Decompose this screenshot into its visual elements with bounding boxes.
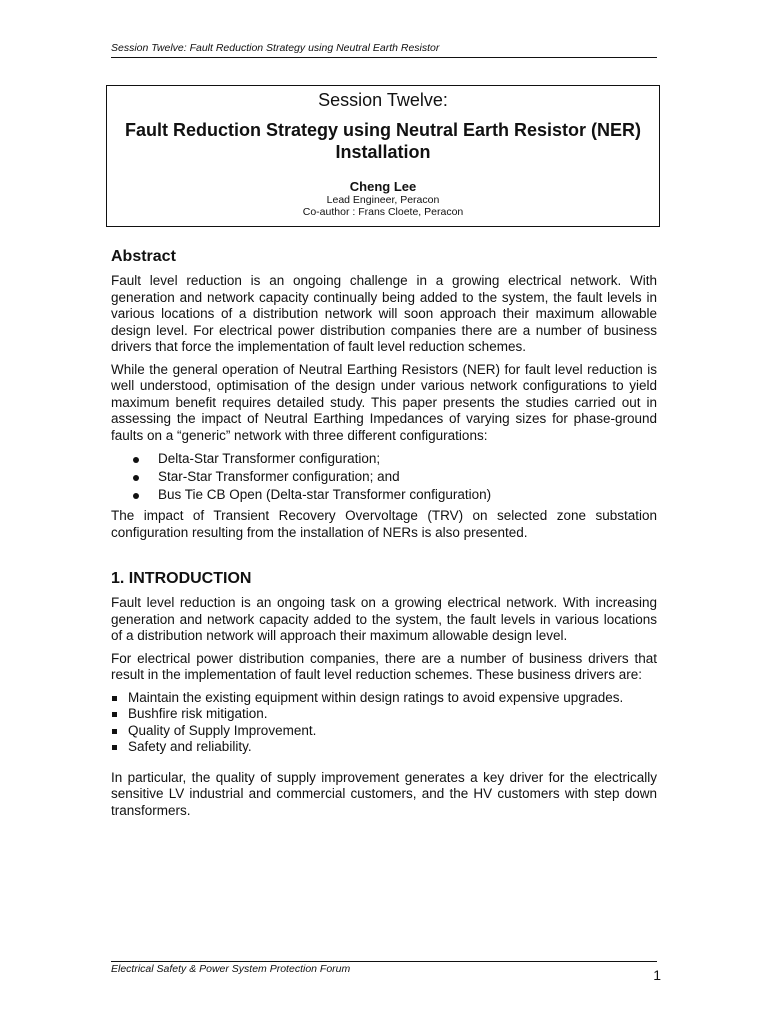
introduction-heading: 1. INTRODUCTION: [111, 570, 252, 587]
introduction-paragraph-2: For electrical power distribution companies, there are a number of business drivers that result in the implementation of fault level reduction schemes. These business drivers are:: [111, 650, 657, 682]
business-drivers-list: [111, 690, 657, 756]
list-item: Bus Tie CB Open (Delta-star Transformer configuration): [111, 486, 657, 504]
page-number: 1: [653, 967, 661, 983]
list-item: Bushfire risk mitigation.: [111, 706, 657, 723]
introduction-paragraph-3: In particular, the quality of supply improvement generates a key driver for the electrically sensitive LV industrial and commercial customers, and the HV customers with step down transformers.: [111, 769, 657, 818]
author-name: Cheng Lee: [349, 179, 417, 194]
abstract-heading: Abstract: [111, 248, 176, 265]
list-item: Delta-Star Transformer configuration;: [111, 450, 657, 468]
list-item: Star-Star Transformer configuration; and: [111, 468, 657, 486]
running-header: Session Twelve: Fault Reduction Strategy using Neutral Earth Resistor: [111, 42, 440, 54]
header-rule: [111, 57, 657, 58]
session-label: Session Twelve:: [318, 90, 448, 110]
paper-title: Fault Reduction Strategy using Neutral Earth Resistor (NER) Installation: [124, 120, 642, 162]
abstract-paragraph-1: Fault level reduction is an ongoing challenge in a growing electrical network. With generation and network capacity continually being added to the system, the fault levels in various locations of a distribution network will soon approach their maximum allowable design level. For electrical power distribution companies there are a number of business drivers that force the implementation of fault level reduction schemes.: [111, 273, 657, 354]
abstract-paragraph-3: The impact of Transient Recovery Overvoltage (TRV) on selected zone substation configuration resulting from the installation of NERs is also presented.: [111, 508, 657, 540]
abstract-paragraph-2: While the general operation of Neutral Earthing Resistors (NER) for fault level reduction is well understood, optimisation of the design under various network configurations to yield maximum benefit requires detailed study. This paper presents the studies carried out in assessing the impact of Neutral Earthing Impedances of varying sizes for phase-ground faults on a “generic” network with three different configurations:: [111, 361, 657, 443]
footer-text: Electrical Safety & Power System Protection Forum: [111, 963, 351, 975]
configuration-list: [111, 450, 657, 504]
list-item: Quality of Supply Improvement.: [111, 723, 657, 740]
body-content: [111, 247, 657, 825]
list-item: Safety and reliability.: [111, 739, 657, 756]
list-item: Maintain the existing equipment within design ratings to avoid expensive upgrades.: [111, 690, 657, 707]
introduction-paragraph-1: Fault level reduction is an ongoing task on a growing electrical network. With increasing generation and network capacity added to the system, the fault levels in various locations of a distribution network will approach their maximum allowable design level.: [111, 595, 657, 643]
coauthor: Co-author : Frans Cloete, Peracon: [302, 206, 464, 218]
author-role: Lead Engineer, Peracon: [326, 194, 440, 206]
footer-rule: [111, 961, 657, 962]
title-box: [106, 85, 660, 227]
